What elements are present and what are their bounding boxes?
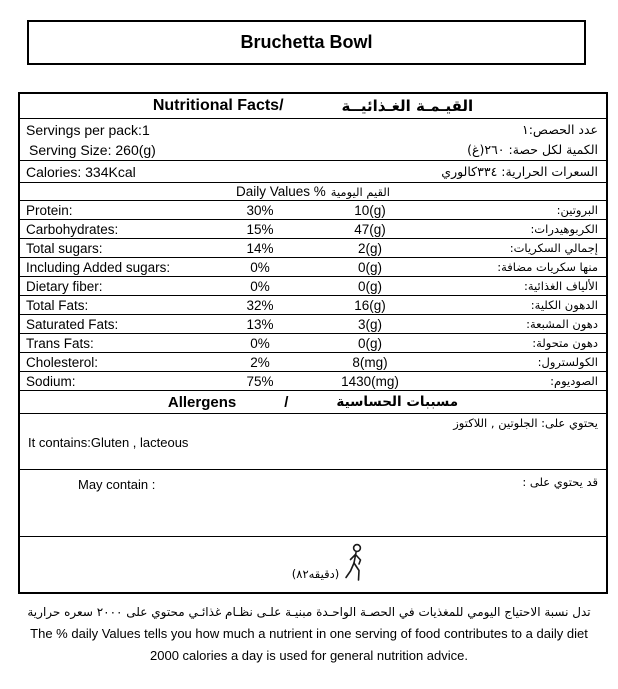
nutrient-label-ar: الكولسترول: <box>537 355 598 369</box>
nutrient-amount: 1430(mg) <box>341 373 399 389</box>
allergens-title-en: Allergens <box>167 393 237 411</box>
serving-size-ar: الكمية لكل حصة: ٢٦٠(غ) <box>467 142 598 157</box>
nutrient-label: Including Added sugars: <box>26 259 171 275</box>
nutrient-percent: 0% <box>250 278 270 294</box>
nutrient-label: Protein: <box>26 202 73 218</box>
nutrient-amount: 8(mg) <box>352 354 388 370</box>
nutrient-row-carbohydrates <box>20 220 606 239</box>
nutrient-percent: 75% <box>246 373 274 389</box>
nutrient-label: Trans Fats: <box>26 335 94 351</box>
servings-per-pack: Servings per pack:1 <box>26 122 150 138</box>
product-title: Bruchetta Bowl <box>240 32 373 52</box>
nutrient-label-ar: الدهون الكلية: <box>530 298 598 312</box>
nutrient-label-ar: الألياف الغذائية: <box>524 279 598 293</box>
contains-en: It contains:Gluten , lacteous <box>28 435 189 450</box>
nutrient-amount: 3(g) <box>357 316 382 332</box>
nutrient-row-cholesterol <box>20 353 606 372</box>
nutrient-label-ar: البروتين: <box>556 203 598 217</box>
nutrient-percent: 14% <box>246 240 274 256</box>
walking-person-icon <box>341 543 368 587</box>
contains-ar: يحتوي على: الجلوتين , اللاكتوز <box>453 416 598 430</box>
may-contain-en: May contain : <box>78 477 156 492</box>
daily-values-ar: القيم اليومية <box>330 184 390 199</box>
nutrient-label: Cholesterol: <box>26 354 99 370</box>
serving-size: Serving Size: 260(g) <box>29 142 156 158</box>
nutrient-percent: 15% <box>246 221 274 237</box>
nutrient-row-total-fats <box>20 296 606 315</box>
nutrition-facts-header-row <box>20 94 606 119</box>
servings-en <box>26 120 156 160</box>
allergens-title-ar: مسببات الحساسية <box>336 394 459 410</box>
nutrient-label: Total sugars: <box>26 240 103 256</box>
daily-values-header-row <box>20 183 606 201</box>
nutrient-label-ar: دهون المشبعة: <box>526 317 598 331</box>
servings-row <box>20 119 606 161</box>
nutrient-row-dietary-fiber <box>20 277 606 296</box>
nutrient-label: Sodium: <box>26 373 76 389</box>
nutrient-row-trans-fats <box>20 334 606 353</box>
contains-row <box>20 414 606 470</box>
nutrient-label: Carbohydrates: <box>26 221 119 237</box>
nutrient-label: Saturated Fats: <box>26 316 119 332</box>
servings-ar <box>467 120 598 160</box>
allergens-slash: / <box>284 393 289 411</box>
nutrient-label: Total Fats: <box>26 297 89 313</box>
footer-note-ar: تدل نسبة الاحتياج اليومي للمغذيات في الحصـة الواحـدة مبنيـة علـى نظـام غذائـي محتوي على ٢٠٠٠ سعره حرارية <box>27 605 591 619</box>
footer-note-en-line1: The % daily Values tells you how much a nutrient in one serving of food contributes to a daily diet <box>30 626 588 641</box>
nutrient-row-added-sugars <box>20 258 606 277</box>
nutrient-label-ar: الصوديوم: <box>550 374 598 388</box>
allergens-header-row <box>20 391 606 414</box>
nutrition-facts-title-ar: القيـمـة الغـذائيــة <box>341 97 474 115</box>
nutrient-row-saturated-fats <box>20 315 606 334</box>
nutrient-percent: 0% <box>250 259 270 275</box>
footer-note-en-line2: 2000 calories a day is used for general nutrition advice. <box>150 648 468 663</box>
nutrient-row-total-sugars <box>20 239 606 258</box>
nutrient-row-protein <box>20 201 606 220</box>
nutrient-amount: 0(g) <box>357 278 382 294</box>
activity-equivalent-row <box>20 537 606 592</box>
daily-values-en: Daily Values % <box>236 184 326 199</box>
nutrient-amount: 2(g) <box>357 240 382 256</box>
nutrition-facts-title-en: Nutritional Facts/ <box>152 97 284 114</box>
nutrient-amount: 0(g) <box>357 259 382 275</box>
nutrient-label-ar: منها سكريات مضافة: <box>497 260 598 274</box>
nutrient-percent: 30% <box>246 202 274 218</box>
nutrient-amount: 16(g) <box>354 297 386 313</box>
nutrient-percent: 0% <box>250 335 270 351</box>
servings-per-pack-ar: عدد الحصص:١ <box>522 122 598 137</box>
may-contain-row <box>20 470 606 537</box>
nutrient-percent: 2% <box>250 354 270 370</box>
calories-en: Calories: 334Kcal <box>26 163 136 180</box>
nutrient-percent: 32% <box>246 297 274 313</box>
nutrient-label-ar: إجمالي السكريات: <box>509 241 598 255</box>
activity-minutes: (دقيقه٨٢) <box>291 566 340 581</box>
footer-notes <box>0 602 618 667</box>
nutrient-amount: 10(g) <box>354 202 386 218</box>
nutrient-label: Dietary fiber: <box>26 278 103 294</box>
nutrient-label-ar: الكربوهيدرات: <box>530 222 598 236</box>
nutrient-percent: 13% <box>246 316 274 332</box>
nutrient-amount: 0(g) <box>357 335 382 351</box>
product-title-box <box>27 20 586 65</box>
may-contain-ar: قد يحتوي على : <box>522 475 598 489</box>
nutrient-label-ar: دهون متحولة: <box>532 336 598 350</box>
calories-ar: السعرات الحرارية: ٣٣٤كالوري <box>441 164 598 179</box>
calories-row <box>20 161 606 183</box>
nutrient-amount: 47(g) <box>354 221 386 237</box>
nutrition-facts-table <box>18 92 608 594</box>
nutrient-row-sodium <box>20 372 606 391</box>
